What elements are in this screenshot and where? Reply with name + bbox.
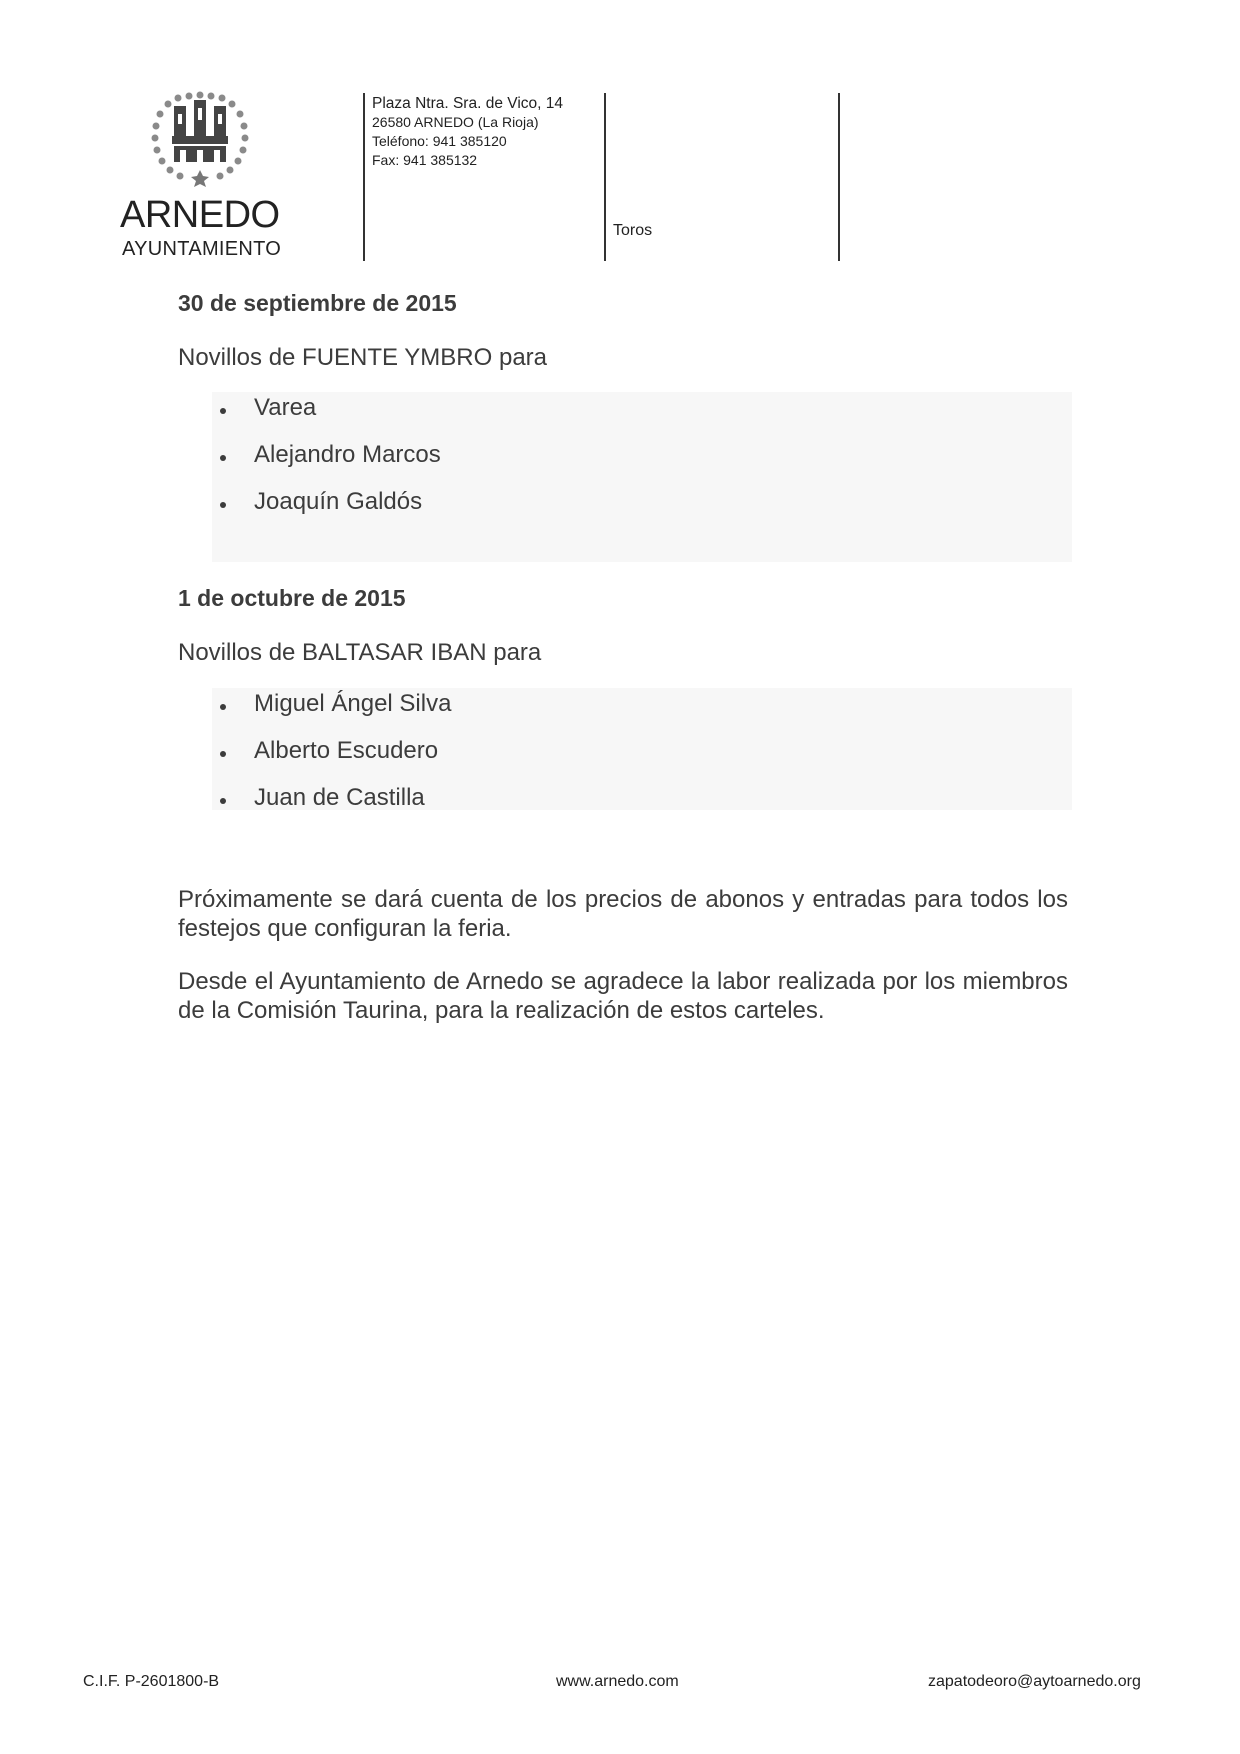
matador-list	[212, 392, 1072, 562]
address-block	[372, 94, 563, 170]
address-city: 26580 ARNEDO (La Rioja)	[372, 114, 539, 130]
matador-name: Alberto Escudero	[254, 737, 439, 764]
event-lead: Novillos de FUENTE YMBRO para	[178, 344, 547, 371]
coat-of-arms-icon	[150, 90, 250, 190]
body-paragraph: Desde el Ayuntamiento de Arnedo se agradece la labor realizada por los miembros de la Comisión Taurina, para la realización de estos carteles.	[178, 968, 1068, 1024]
footer-website[interactable]: www.arnedo.com	[556, 1673, 679, 1690]
matador-name: Alejandro Marcos	[254, 441, 441, 468]
header-divider	[363, 93, 365, 261]
bullet-icon	[220, 455, 226, 461]
address-phone: Teléfono: 941 385120	[372, 133, 507, 149]
matador-name: Joaquín Galdós	[254, 488, 423, 515]
footer-email[interactable]: zapatodeoro@aytoarnedo.org	[928, 1673, 1141, 1690]
logo-title: ARNEDO	[120, 194, 280, 236]
bullet-icon	[220, 502, 226, 508]
matador-list	[212, 688, 1072, 810]
matador-name: Juan de Castilla	[254, 784, 425, 811]
bullet-icon	[220, 798, 226, 804]
event-lead: Novillos de BALTASAR IBAN para	[178, 639, 542, 666]
bullet-icon	[220, 751, 226, 757]
body-paragraph: Próximamente se dará cuenta de los precios de abonos y entradas para todos los festejos que configuran la feria.	[178, 886, 1068, 942]
matador-name: Varea	[254, 394, 317, 421]
logo-subtitle: AYUNTAMIENTO	[122, 238, 282, 260]
address-street: Plaza Ntra. Sra. de Vico, 14	[372, 95, 563, 112]
matador-name: Miguel Ángel Silva	[254, 690, 452, 717]
header-divider	[604, 93, 606, 261]
header-divider	[838, 93, 840, 261]
address-fax: Fax: 941 385132	[372, 152, 478, 168]
section-label: Toros	[613, 222, 653, 239]
bullet-icon	[220, 704, 226, 710]
bullet-icon	[220, 408, 226, 414]
event-date: 1 de octubre de 2015	[178, 585, 406, 611]
event-date: 30 de septiembre de 2015	[178, 290, 457, 316]
footer-cif: C.I.F. P-2601800-B	[83, 1673, 220, 1690]
